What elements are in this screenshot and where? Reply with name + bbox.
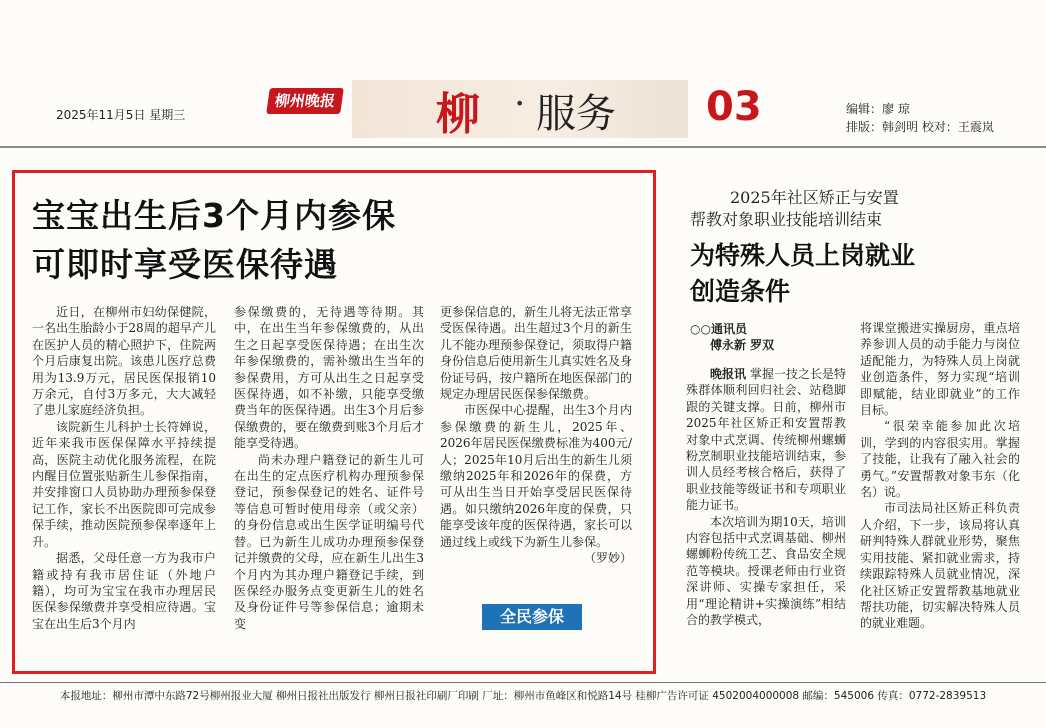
article-paragraph-continued: 将课堂搬进实操厨房，重点培养参训人员的动手能力与岗位适配能力，为特殊人员上岗就业创造条件，努力实现“培训即赋能，结业即就业”的工作目标。 <box>860 321 1020 418</box>
topic-tag-badge: 全民参保 <box>482 604 582 630</box>
layout-credit: 排版：韩剑明 校对：王震岚 <box>846 120 994 134</box>
page-number: 03 <box>706 84 762 130</box>
article-column-3 <box>440 304 632 567</box>
article-paragraph: 近日，在柳州市妇幼保健院，一名出生胎龄小于28周的超早产儿在医护人员的精心照护下，住院两个月后康复出院。该患儿医疗总费用为13.9万元，居民医保报销10万余元，自付3万多元，大大减轻了患儿家庭经济负担。 <box>32 305 216 418</box>
right-article-headline-line1: 为特殊人员上岗就业 <box>690 241 916 270</box>
section-logo-char: 柳 <box>436 89 480 140</box>
right-article-byline-role: ○○通讯员 <box>690 322 747 336</box>
section-name: 服务 <box>536 91 616 137</box>
lead-text: 掌握一技之长是特殊群体顺利回归社会、站稳脚跟的关键支撑。日前，柳州市2025年社区矫正和安置帮教对象中式烹调、传统柳州螺蛳粉烹制职业技能培训结束，参训人员经考核合格后，获得了职业技能等级证书和专项职业能力证书。 <box>686 367 846 513</box>
article-paragraph <box>686 366 846 514</box>
article-paragraph-continued: 更参保信息的，新生儿将无法正常享受医保待遇。出生超过3个月的新生儿不能办理预参保登记，须取得户籍身份信息后使用新生儿真实姓名及身份证号码，按户籍所在地医保部门的规定办理居民医保参保缴费。 <box>440 305 633 402</box>
right-article-kicker-line2: 帮教对象职业技能培训结束 <box>690 210 883 229</box>
footer-imprint: 本报地址：柳州市潭中东路72号柳州报业大厦 柳州日报社出版发行 柳州日报社印刷厂印刷 厂址：柳州市鱼峰区和悦路14号 桂柳广告许可证 4502004000008 邮编：545006 传真：0772-2839513 <box>59 690 987 702</box>
article-byline: （罗妙） <box>583 551 632 566</box>
newspaper-logo: 柳州晚报 <box>266 88 344 114</box>
article-paragraph: 据悉，父母任意一方为我市户籍或持有我市居住证（外地户籍），均可为宝宝在我市办理居民医保参保缴费并享受相应待遇。宝宝在出生后3个月内 <box>32 551 216 631</box>
section-separator: · <box>514 84 526 125</box>
right-article-kicker-line1: 2025年社区矫正与安置 <box>730 188 899 207</box>
issue-date: 2025年11月5日 星期三 <box>56 108 186 122</box>
header-divider <box>0 146 1046 148</box>
article-paragraph: 该院新生儿科护士长符婵说，近年来我市医保保障水平持续提高，医院主动优化服务流程，在院内醒目位置张贴新生儿参保指南，并安排窗口人员协助办理预参保登记工作，家长不出医院即可完成参保手续，推动医院预参保率逐年上升。 <box>32 419 216 549</box>
right-article-byline-names: 傅永新 罗双 <box>710 338 775 352</box>
article-headline-line2: 可即时享受医保待遇 <box>32 245 338 284</box>
article-paragraph-continued: 参保缴费的，无待遇等待期。其中，在出生当年参保缴费的，从出生之日起享受医保待遇；在出生次年参保缴费的，需补缴出生当年的参保费用，方可从出生之日起享受医保待遇，如不补缴，只能享受缴费当年的医保待遇。出生3个月后参保缴费的，要在缴费到账3个月后才能享受待遇。 <box>234 305 424 451</box>
right-article-column-1 <box>686 366 846 629</box>
editor-credit: 编辑：廖 琼 <box>846 102 910 116</box>
article-column-2 <box>234 304 424 632</box>
article-headline-line1: 宝宝出生后3个月内参保 <box>32 196 396 235</box>
article-paragraph: “很荣幸能参加此次培训，学到的内容很实用。掌握了技能，让我有了融入社会的勇气。”安置帮教对象韦东（化名）说。 <box>860 419 1020 500</box>
article-paragraph: 市医保中心提醒，出生3个月内参保缴费的新生儿，2025年、2026年居民医保缴费标准为400元/人；2025年10月后出生的新生儿须缴纳2025年和2026年的保费，方可从出生当日开始享受居民医保待遇。如只缴纳2026年度的保费，只能享受该年度的医保待遇，家长可以通过线上或线下为新生儿参保。 <box>440 403 633 549</box>
article-column-1 <box>32 304 216 632</box>
right-article-column-2 <box>860 320 1020 632</box>
footer-divider <box>0 682 1046 683</box>
article-paragraph: 市司法局社区矫正科负责人介绍，下一步，该局将认真研判特殊人群就业形势，聚焦实用技能、紧扣就业需求，持续跟踪特殊人员就业情况，深化社区矫正安置帮教基地就业帮扶功能，切实解决特殊人员的就业难题。 <box>860 501 1020 631</box>
right-article-headline-line2: 创造条件 <box>690 277 791 306</box>
article-paragraph: 尚未办理户籍登记的新生儿可在出生的定点医疗机构办理预参保登记，预参保登记的姓名、证件号等信息可暂时使用母亲（或父亲）的身份信息或出生医学证明编号代替。已为新生儿成功办理预参保登记并缴费的父母，应在新生儿出生3个月内为其办理户籍登记手续，到医保经办服务点变更新生儿的姓名及身份证件号等参保信息；逾期未变 <box>234 452 424 631</box>
article-paragraph: 本次培训为期10天，培训内容包括中式烹调基础、柳州螺蛳粉传统工艺、食品安全规范等模块。授课老师由行业资深讲师、实操专家担任，采用“理论精讲+实操演练”相结合的教学模式， <box>686 514 846 628</box>
lead-label: 晚报讯 <box>710 367 747 381</box>
